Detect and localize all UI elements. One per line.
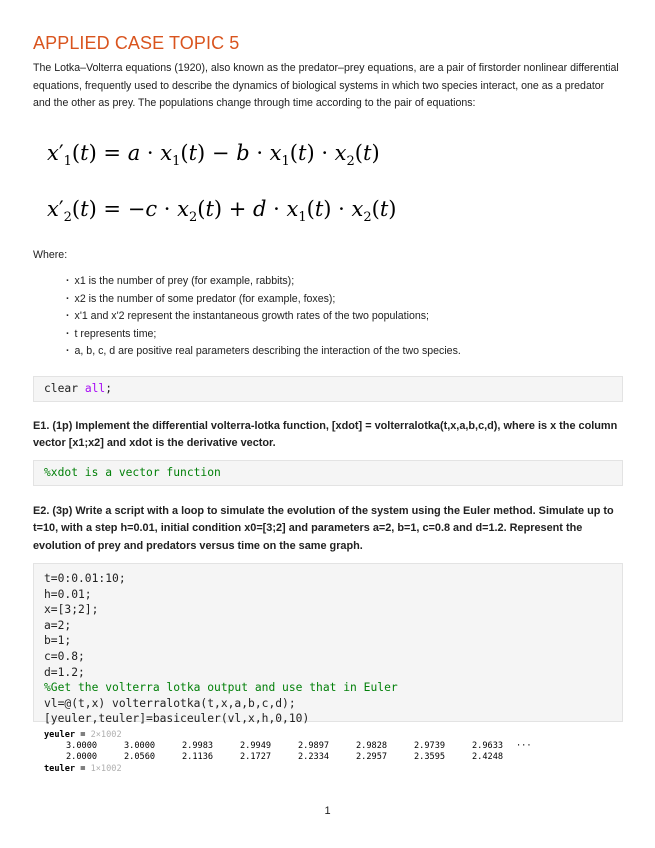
code-block-clear[interactable] — [33, 376, 623, 402]
list-item: · x'1 and x'2 represent the instantaneous growth rates of the two populations; — [66, 308, 461, 326]
more-columns-ellipsis[interactable]: ··· — [516, 741, 532, 752]
code-line: t=0:0.01:10; — [44, 572, 126, 585]
list-item: · t represents time; — [66, 326, 461, 344]
code-block-script[interactable] — [33, 563, 623, 726]
list-item: · a, b, c, d are positive real parameters describing the interaction of the two species. — [66, 343, 461, 361]
code-line: [yeuler,teuler]=basiceuler(vl,x,h,0,10) — [44, 712, 310, 726]
list-item: · x1 is the number of prey (for example, rabbits); — [66, 273, 461, 291]
exercise-e1: E1. (1p) Implement the differential volterra-lotka function, [xdot] = volterralotka(t,x,a,b,c,d), where is x the column vector [x1;x2] and xdot is the derivative vector. — [33, 420, 618, 450]
code-line: vl=@(t,x) volterralotka(t,x,a,b,c,d); — [44, 696, 296, 710]
output-row: 3.0000 3.0000 2.9983 2.9949 2.9897 2.9828 2.9739 2.9633 ··· — [66, 741, 532, 752]
code-line: x=[3;2]; — [44, 603, 99, 617]
equation-predator: $x'_2(t) = -c \cdot x_2(t) + d \cdot x_1(t) \cdot x_2(t)$ — [47, 197, 397, 225]
code-line: b=1; — [44, 634, 72, 648]
exercise-e2: E2. (3p) Write a script with a loop to simulate the evolution of the system using the Euler method. Simulate up to t=10, with a step h=0.01, initial condition x0=[3;2] and parameters a=2, b=1, c=0.8 and d=1.2. Represent the evolution of prey and predators versus time on the same graph. — [33, 505, 614, 552]
output-yeuler-header: yeuler = 2×1002 — [44, 730, 122, 740]
intro-paragraph: The Lotka–Volterra equations (1920), also known as the predator–prey equations, are a pair of firstorder nonlinear differential equations, frequently used to describe the dynamics of biological systems in which two species interact, one as a predator and the other as prey. The populations change through time according to the pair of equations: — [33, 62, 619, 109]
code-line: a=2; — [44, 618, 72, 632]
page-title: APPLIED CASE TOPIC 5 — [33, 33, 240, 53]
equation-prey: $x'_1(t) = a \cdot x_1(t) - b \cdot x_1(t) \cdot x_2(t)$ — [47, 141, 380, 169]
where-label: Where: — [33, 249, 68, 261]
code-line: d=1.2; — [44, 665, 85, 679]
output-row: 2.0000 2.0560 2.1136 2.1727 2.2334 2.2957 2.3595 2.4248 — [66, 752, 504, 763]
code-block-comment[interactable] — [33, 460, 623, 486]
code-line: h=0.01; — [44, 587, 92, 601]
code-comment: %Get the volterra lotka output and use that in Euler — [44, 681, 398, 695]
command-output — [44, 730, 532, 775]
definitions-list — [66, 273, 461, 361]
code-line: c=0.8; — [44, 649, 85, 663]
list-item: · x2 is the number of some predator (for example, foxes); — [66, 291, 461, 309]
output-teuler-header: teuler = 1×1002 — [44, 763, 122, 774]
code-line: clear all; — [44, 382, 113, 395]
code-comment: %xdot is a vector function — [44, 466, 221, 479]
page-number: 1 — [324, 805, 331, 817]
